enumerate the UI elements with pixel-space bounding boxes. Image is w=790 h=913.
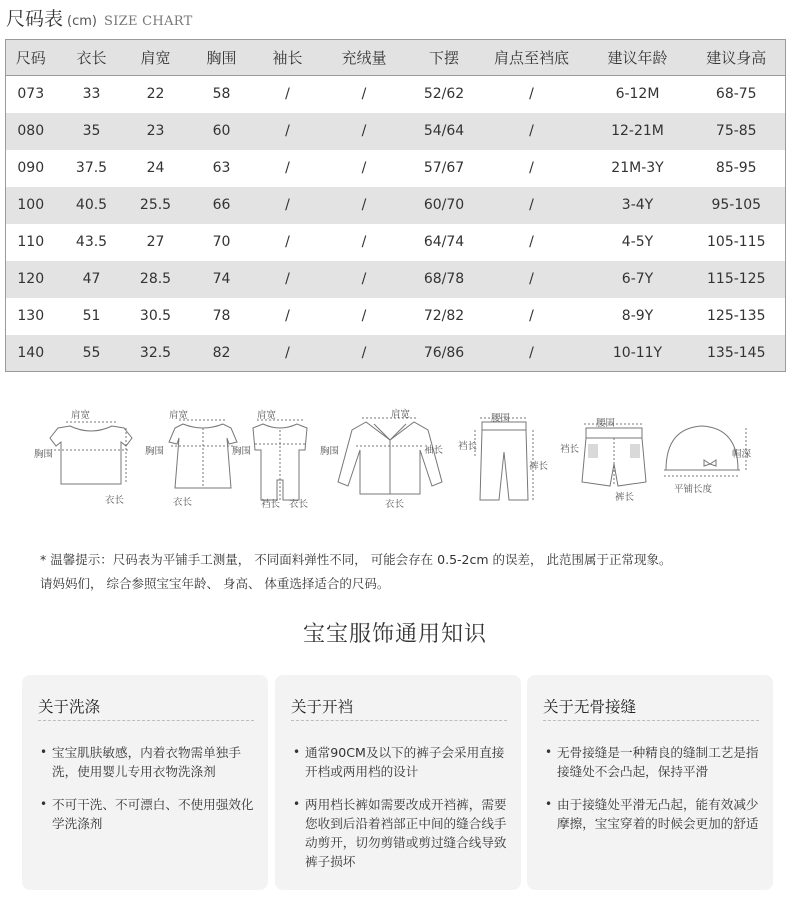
hat-diagram xyxy=(658,400,770,510)
jacket-shoulder-label: 肩宽 xyxy=(391,409,411,420)
tshirt-chest-label: 胸围 xyxy=(34,449,54,460)
table-cell: 33 xyxy=(56,76,128,113)
list-item xyxy=(545,795,761,833)
table-cell: 3-4Y xyxy=(588,187,688,224)
size-table xyxy=(5,39,786,372)
list-item xyxy=(293,795,509,871)
table-cell: 37.5 xyxy=(56,150,128,187)
table-cell: 47 xyxy=(56,261,128,298)
table-cell: 66 xyxy=(184,187,260,224)
shorts-crotch-label: 裆长 xyxy=(560,444,580,455)
table-cell: 080 xyxy=(6,113,56,150)
table-cell: / xyxy=(476,335,588,372)
card-list xyxy=(545,743,761,847)
column-header: 胸围 xyxy=(184,40,260,76)
table-cell: 70 xyxy=(184,224,260,261)
table-row xyxy=(6,187,786,224)
table-cell: 51 xyxy=(56,298,128,335)
table-cell: 6-7Y xyxy=(588,261,688,298)
knowledge-card-seamless xyxy=(527,675,773,890)
table-cell: / xyxy=(316,187,413,224)
table-cell: 60/70 xyxy=(413,187,476,224)
list-item xyxy=(40,743,256,781)
size-chart-title-en: SIZE CHART xyxy=(103,14,193,29)
pants-length-label: 裤长 xyxy=(529,461,549,472)
hat-depth-label: 帽深 xyxy=(732,449,752,460)
romper-length-label: 衣长 xyxy=(289,499,309,510)
table-cell: 85-95 xyxy=(688,150,786,187)
jacket-sleeve-label: 袖长 xyxy=(424,445,444,456)
table-cell: 57/67 xyxy=(413,150,476,187)
list-item-text: 无骨接缝是一种精良的缝制工艺是指接缝处不会凸起，保持平滑 xyxy=(557,745,759,779)
table-cell: 74 xyxy=(184,261,260,298)
table-cell: 130 xyxy=(6,298,56,335)
table-cell: / xyxy=(260,261,316,298)
tshirt-length-label: 衣长 xyxy=(105,495,125,506)
table-cell: 58 xyxy=(184,76,260,113)
table-cell: 4-5Y xyxy=(588,224,688,261)
table-row xyxy=(6,335,786,372)
tshirt-shoulder-label: 肩宽 xyxy=(71,410,91,421)
jacket-length-label: 衣长 xyxy=(385,499,405,510)
table-cell: 25.5 xyxy=(128,187,184,224)
table-row xyxy=(6,76,786,113)
table-cell: 76/86 xyxy=(413,335,476,372)
table-row xyxy=(6,150,786,187)
table-cell: / xyxy=(316,150,413,187)
bullet-icon: • xyxy=(40,745,48,759)
table-cell: / xyxy=(476,187,588,224)
romper-crotch-label: 裆长 xyxy=(261,499,281,510)
size-chart-title: 尺码表 xyxy=(6,8,64,30)
table-cell: 35 xyxy=(56,113,128,150)
table-cell: 10-11Y xyxy=(588,335,688,372)
column-header: 建议年龄 xyxy=(588,40,688,76)
table-cell: / xyxy=(260,113,316,150)
table-cell: / xyxy=(316,224,413,261)
table-cell: / xyxy=(260,76,316,113)
shorts-length-label: 裤长 xyxy=(615,492,635,503)
table-cell: 68/78 xyxy=(413,261,476,298)
table-cell: 115-125 xyxy=(688,261,786,298)
table-cell: / xyxy=(476,261,588,298)
dress-shoulder-label: 肩宽 xyxy=(169,410,189,421)
bullet-icon: • xyxy=(40,797,48,811)
pants-diagram xyxy=(455,400,555,515)
tips-line-2: 请妈妈们， 综合参照宝宝年龄、 身高、 体重选择适合的尺码。 xyxy=(40,576,390,591)
table-cell: 6-12M xyxy=(588,76,688,113)
table-cell: / xyxy=(316,76,413,113)
table-cell: 52/62 xyxy=(413,76,476,113)
table-cell: 40.5 xyxy=(56,187,128,224)
list-item-text: 由于接缝处平滑无凸起，能有效减少摩擦，宝宝穿着的时候会更加的舒适 xyxy=(557,797,759,831)
table-cell: 27 xyxy=(128,224,184,261)
bullet-icon: • xyxy=(293,745,301,759)
table-cell: 140 xyxy=(6,335,56,372)
table-cell: / xyxy=(476,298,588,335)
table-cell: 100 xyxy=(6,187,56,224)
list-item xyxy=(293,743,509,781)
table-cell: 28.5 xyxy=(128,261,184,298)
card-list xyxy=(40,743,256,847)
table-cell: / xyxy=(476,150,588,187)
table-cell: 82 xyxy=(184,335,260,372)
table-cell: / xyxy=(316,113,413,150)
table-cell: 135-145 xyxy=(688,335,786,372)
column-header: 充绒量 xyxy=(316,40,413,76)
table-cell: / xyxy=(316,335,413,372)
dress-chest-label: 胸围 xyxy=(145,446,165,457)
table-cell: / xyxy=(476,76,588,113)
table-cell: / xyxy=(316,298,413,335)
table-cell: / xyxy=(476,113,588,150)
card-title: 关于开裆 xyxy=(291,698,354,716)
size-tips xyxy=(40,548,770,596)
column-header: 建议身高 xyxy=(688,40,786,76)
knowledge-card-washing xyxy=(22,675,268,890)
table-cell: 12-21M xyxy=(588,113,688,150)
tshirt-diagram xyxy=(30,400,140,510)
knowledge-card-open-crotch xyxy=(275,675,521,890)
pants-crotch-label: 裆长 xyxy=(458,441,478,452)
list-item-text: 宝宝肌肤敏感，内着衣物需单独手洗，使用婴儿专用衣物洗涤剂 xyxy=(52,745,241,779)
measurement-diagrams xyxy=(30,400,770,520)
table-cell: 21M-3Y xyxy=(588,150,688,187)
table-cell: / xyxy=(476,224,588,261)
table-cell: 54/64 xyxy=(413,113,476,150)
table-cell: 105-115 xyxy=(688,224,786,261)
bullet-icon: • xyxy=(545,745,553,759)
list-item-text: 两用档长裤如需要改成开裆裤，需要您收到后沿着裆部正中间的缝合线手动剪开，切勿剪错或剪过缝合线导致裤子损坏 xyxy=(305,797,507,869)
shorts-waist-label: 腰围 xyxy=(596,418,616,429)
list-item xyxy=(545,743,761,781)
table-cell: 55 xyxy=(56,335,128,372)
table-cell: 090 xyxy=(6,150,56,187)
column-header: 肩点至裆底 xyxy=(476,40,588,76)
card-divider xyxy=(291,720,507,721)
knowledge-title: 宝宝服饰通用知识 xyxy=(302,622,487,647)
table-cell: / xyxy=(260,335,316,372)
table-cell: 68-75 xyxy=(688,76,786,113)
table-row xyxy=(6,298,786,335)
table-cell: 32.5 xyxy=(128,335,184,372)
jacket-diagram xyxy=(322,400,452,515)
table-cell: 43.5 xyxy=(56,224,128,261)
tips-line-1: * 温馨提示：尺码表为平铺手工测量， 不同面料弹性不同， 可能会存在 0.5-2cm 的误差， 此范围属于正常现象。 xyxy=(40,552,672,567)
table-cell: / xyxy=(260,298,316,335)
table-cell: 8-9Y xyxy=(588,298,688,335)
table-cell: 22 xyxy=(128,76,184,113)
table-cell: 125-135 xyxy=(688,298,786,335)
table-cell: 120 xyxy=(6,261,56,298)
column-header: 下摆 xyxy=(413,40,476,76)
pants-waist-label: 腰围 xyxy=(491,413,511,424)
romper-diagram xyxy=(233,400,323,515)
list-item xyxy=(40,795,256,833)
dress-length-label: 衣长 xyxy=(173,497,193,508)
table-cell: 60 xyxy=(184,113,260,150)
table-cell: / xyxy=(316,261,413,298)
list-item-text: 通常90CM及以下的裤子会采用直接开档或两用档的设计 xyxy=(305,745,505,779)
column-header: 尺码 xyxy=(6,40,56,76)
size-table-body xyxy=(6,76,786,372)
table-cell: / xyxy=(260,187,316,224)
table-cell: 30.5 xyxy=(128,298,184,335)
table-header-row xyxy=(6,40,786,76)
romper-chest-label: 胸围 xyxy=(232,446,252,457)
card-list xyxy=(293,743,509,885)
card-title: 关于无骨接缝 xyxy=(543,698,637,716)
bullet-icon: • xyxy=(545,797,553,811)
size-chart-unit: (cm) xyxy=(67,14,97,29)
table-cell: / xyxy=(260,224,316,261)
column-header: 肩宽 xyxy=(128,40,184,76)
table-cell: 110 xyxy=(6,224,56,261)
bullet-icon: • xyxy=(293,797,301,811)
table-cell: 24 xyxy=(128,150,184,187)
table-cell: 75-85 xyxy=(688,113,786,150)
table-cell: 073 xyxy=(6,76,56,113)
table-cell: 23 xyxy=(128,113,184,150)
table-row xyxy=(6,224,786,261)
table-cell: 78 xyxy=(184,298,260,335)
column-header: 衣长 xyxy=(56,40,128,76)
shorts-diagram xyxy=(558,400,668,510)
size-chart-header xyxy=(6,4,193,30)
romper-shoulder-label: 肩宽 xyxy=(257,410,277,421)
table-cell: 72/82 xyxy=(413,298,476,335)
list-item-text: 不可干洗、不可漂白、不使用强效化学洗涤剂 xyxy=(52,797,254,831)
card-title: 关于洗涤 xyxy=(38,698,101,716)
card-divider xyxy=(543,720,759,721)
table-cell: / xyxy=(260,150,316,187)
table-cell: 64/74 xyxy=(413,224,476,261)
card-divider xyxy=(38,720,254,721)
hat-flat-length-label: 平铺长度 xyxy=(674,484,713,495)
column-header: 袖长 xyxy=(260,40,316,76)
table-row xyxy=(6,261,786,298)
table-row xyxy=(6,113,786,150)
table-cell: 63 xyxy=(184,150,260,187)
table-cell: 95-105 xyxy=(688,187,786,224)
jacket-chest-label: 胸围 xyxy=(320,446,340,457)
